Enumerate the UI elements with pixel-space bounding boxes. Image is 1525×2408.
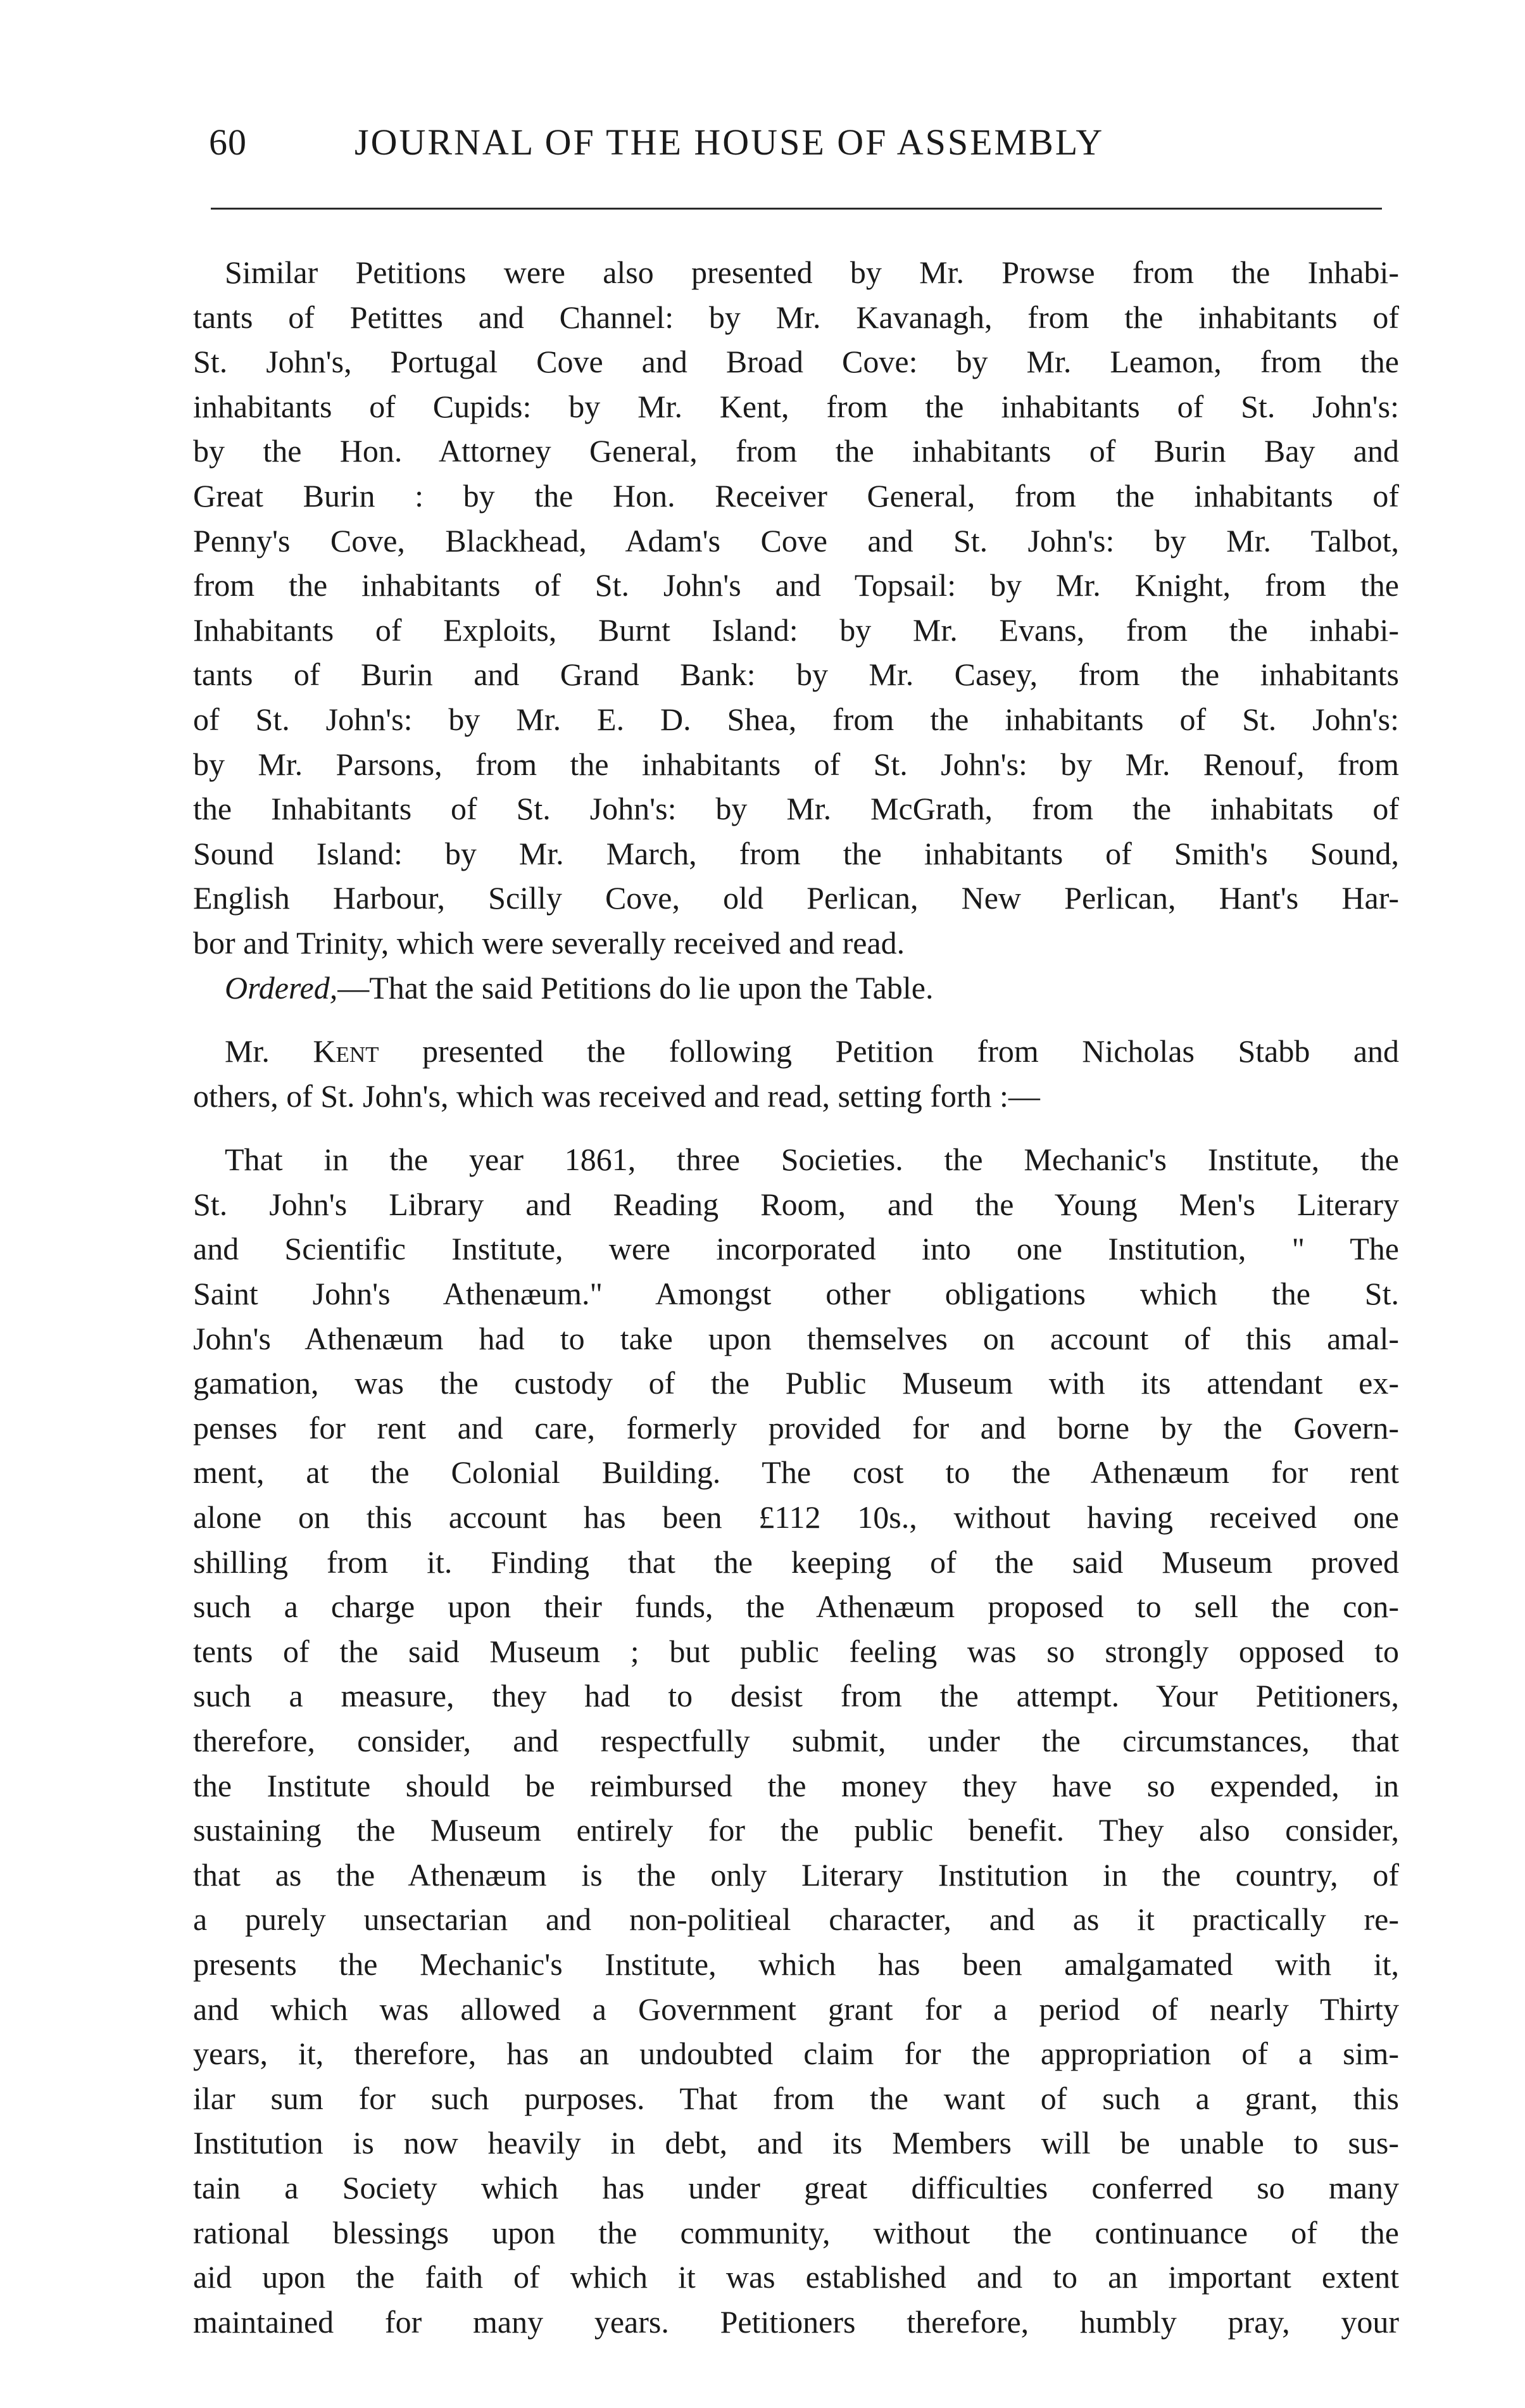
paragraph-line: Sound Island: by Mr. March, from the inhabitants of Smith's Sound, [193, 835, 1399, 871]
ordered-text: —That the said Petitions do lie upon the Table. [337, 969, 934, 1005]
paragraph-line: sustaining the Museum entirely for the public benefit. They also consider, [193, 1812, 1399, 1848]
lead-prefix: Mr. [225, 1033, 313, 1069]
paragraph-line: Similar Petitions were also presented by Mr. Prowse from the Inhabi- [225, 255, 1399, 290]
paragraph-line: ment, at the Colonial Building. The cost to the Athenæum for rent [193, 1454, 1399, 1491]
paragraph-line: and Scientific Institute, were incorporated into one Institution, " The [193, 1231, 1399, 1267]
journal-title: JOURNAL OF THE HOUSE OF ASSEMBLY [355, 122, 1105, 163]
kent-paragraph [193, 1029, 1399, 1118]
paragraph-line: that as the Athenæum is the only Literary Institution in the country, of [193, 1856, 1399, 1893]
paragraph-line: gamation, was the custody of the Public Museum with its attendant ex- [193, 1365, 1399, 1401]
paragraph-line: bor and Trinity, which were severally received and read. [193, 924, 905, 961]
paragraph-line: a purely unsectarian and non-politieal character, and as it practically re- [193, 1901, 1399, 1938]
paragraph-line: aid upon the faith of which it was established and to an important extent [193, 2259, 1399, 2295]
paragraph-line: by Mr. Parsons, from the inhabitants of St. John's: by Mr. Renouf, from [193, 746, 1399, 782]
lead-text: presented the following Petition from Nicholas Stabb and [379, 1033, 1400, 1069]
paragraph-line: from the inhabitants of St. John's and Topsail: by Mr. Knight, from the [193, 567, 1399, 603]
paragraph-line: alone on this account has been £112 10s., without having received one [193, 1499, 1399, 1535]
paragraph-line: English Harbour, Scilly Cove, old Perlican, New Perlican, Hant's Har- [193, 880, 1399, 916]
paragraph-line: and which was allowed a Government grant for a period of nearly Thirty [193, 1991, 1399, 2027]
paragraph-line: shilling from it. Finding that the keeping of the said Museum proved [193, 1544, 1399, 1580]
paragraph-line: years, it, therefore, has an undoubted claim for the appropriation of a sim- [193, 2036, 1399, 2072]
paragraph-line: St. John's Library and Reading Room, and the Young Men's Literary [193, 1186, 1399, 1222]
paragraph-line: rational blessings upon the community, without the continuance of the [193, 2214, 1399, 2250]
running-head [209, 117, 1386, 174]
paragraph-line: by the Hon. Attorney General, from the inhabitants of Burin Bay and [193, 433, 1399, 469]
paragraph-line: Institution is now heavily in debt, and its Members will be unable to sus- [193, 2125, 1399, 2161]
paragraph-line: such a measure, they had to desist from the attempt. Your Petitioners, [193, 1678, 1399, 1714]
paragraph-line: tants of Petittes and Channel: by Mr. Kavanagh, from the inhabitants of [193, 299, 1399, 335]
paragraph-line: tents of the said Museum ; but public feeling was so strongly opposed to [193, 1633, 1399, 1669]
paragraph-line: Great Burin : by the Hon. Receiver General, from the inhabitants of [193, 477, 1399, 514]
paragraph-line: therefore, consider, and respectfully submit, under the circumstances, that [193, 1723, 1399, 1758]
paragraph-line: the Inhabitants of St. John's: by Mr. McGrath, from the inhabitats of [193, 791, 1399, 827]
petitions-paragraph [193, 250, 1399, 966]
paragraph-line: the Institute should be reimbursed the money they have so expended, in [193, 1767, 1399, 1803]
paragraph-line: John's Athenæum had to take upon themselves on account of this amal- [193, 1320, 1399, 1356]
paragraph-line: ilar sum for such purposes. That from the want of such a grant, this [193, 2080, 1399, 2116]
paragraph-line: presents the Mechanic's Institute, which has been amalgamated with it, [193, 1946, 1399, 1982]
paragraph-line: tants of Burin and Grand Bank: by Mr. Casey, from the inhabitants [193, 657, 1399, 693]
paragraph-line: Inhabitants of Exploits, Burnt Island: by Mr. Evans, from the inhabi- [193, 612, 1399, 648]
paragraph-line: of St. John's: by Mr. E. D. Shea, from the inhabitants of St. John's: [193, 701, 1399, 737]
ordered-line [193, 966, 1399, 1011]
petition-paragraph [193, 1137, 1399, 2344]
header-rule [211, 208, 1382, 210]
paragraph-line: tain a Society which has under great difficulties conferred so many [193, 2169, 1399, 2205]
paragraph-line: maintained for many years. Petitioners therefore, humbly pray, your [193, 2304, 1399, 2340]
paragraph-line: That in the year 1861, three Societies. the Mechanic's Institute, the [225, 1142, 1399, 1178]
paragraph-line: Saint John's Athenæum." Amongst other obligations which the St. [193, 1276, 1399, 1312]
paragraph-line: Penny's Cove, Blackhead, Adam's Cove and St. John's: by Mr. Talbot, [193, 522, 1399, 558]
ordered-label: Ordered, [225, 969, 338, 1005]
page-number: 60 [209, 122, 247, 163]
paragraph-line [193, 1029, 1399, 1074]
member-name: Kent [313, 1033, 379, 1069]
journal-body [193, 250, 1399, 2344]
paragraph-line: inhabitants of Cupids: by Mr. Kent, from the inhabitants of St. John's: [193, 388, 1399, 424]
paragraph-line: others, of St. John's, which was received and read, setting forth :— [193, 1078, 1040, 1114]
paragraph-line: such a charge upon their funds, the Athenæum proposed to sell the con- [193, 1589, 1399, 1625]
paragraph-line: penses for rent and care, formerly provided for and borne by the Govern- [193, 1409, 1399, 1446]
paragraph-line: St. John's, Portugal Cove and Broad Cove: by Mr. Leamon, from the [193, 344, 1399, 380]
